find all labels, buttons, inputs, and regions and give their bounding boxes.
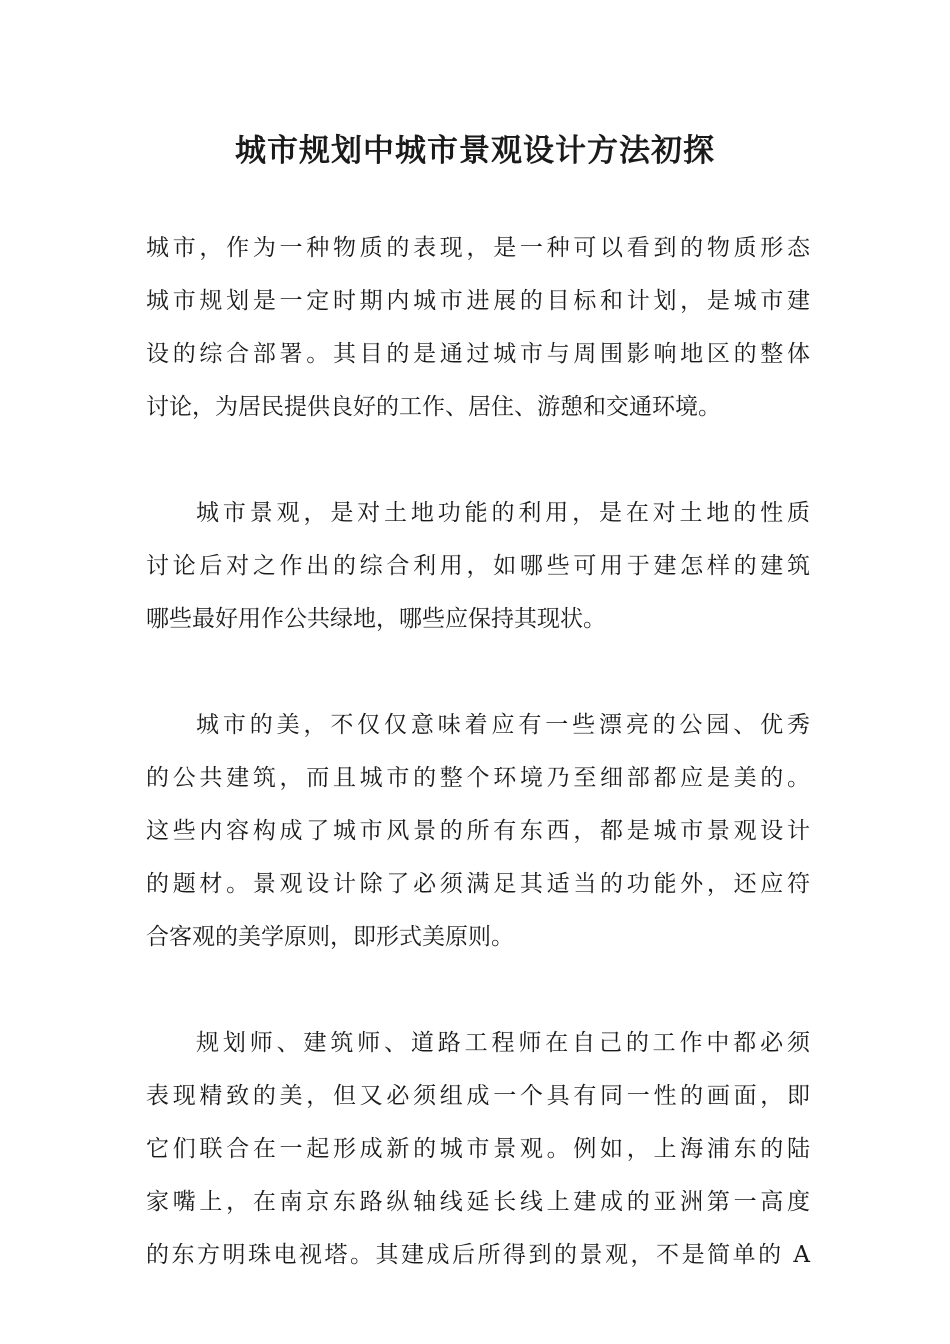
document-title: 城市规划中城市景观设计方法初探 [235, 133, 715, 169]
paragraph-line: 合客观的美学原则，即形式美原则。 [146, 924, 514, 950]
paragraph-2 [146, 487, 810, 646]
paragraph-line: 这些内容构成了城市风景的所有东西，都是城市景观设计 [146, 818, 810, 844]
paragraph-line: 的东方明珠电视塔。其建成后所得到的景观，不是简单的 A [146, 1242, 810, 1268]
paragraph-line: 的题材。景观设计除了必须满足其适当的功能外，还应符 [146, 871, 810, 897]
paragraph-line: 家嘴上，在南京东路纵轴线延长线上建成的亚洲第一高度 [146, 1189, 810, 1215]
paragraph-line: 讨论，为居民提供良好的工作、居住、游憩和交通环境。 [146, 394, 721, 420]
paragraph-4 [146, 1017, 810, 1282]
document-body [146, 222, 810, 1335]
paragraph-3 [146, 699, 810, 964]
paragraph-line: 讨论后对之作出的综合利用，如哪些可用于建怎样的建筑 [146, 553, 810, 579]
paragraph-line: 规划师、建筑师、道路工程师在自己的工作中都必须 [196, 1030, 810, 1056]
paragraph-line: 城市景观，是对土地功能的利用，是在对土地的性质 [196, 500, 810, 526]
paragraph-line: 设的综合部署。其目的是通过城市与周围影响地区的整体 [146, 341, 810, 367]
paragraph-line: 城市，作为一种物质的表现，是一种可以看到的物质形态 [146, 235, 810, 261]
paragraph-1 [146, 222, 810, 434]
paragraph-line: 城市规划是一定时期内城市进展的目标和计划，是城市建 [146, 288, 810, 314]
paragraph-line: 城市的美，不仅仅意味着应有一些漂亮的公园、优秀 [196, 712, 810, 738]
paragraph-line: 它们联合在一起形成新的城市景观。例如，上海浦东的陆 [146, 1136, 810, 1162]
paragraph-line: 哪些最好用作公共绿地，哪些应保持其现状。 [146, 606, 606, 632]
paragraph-line: 的公共建筑，而且城市的整个环境乃至细部都应是美的。 [146, 765, 810, 791]
paragraph-line: 表现精致的美，但又必须组成一个具有同一性的画面，即 [146, 1083, 810, 1109]
